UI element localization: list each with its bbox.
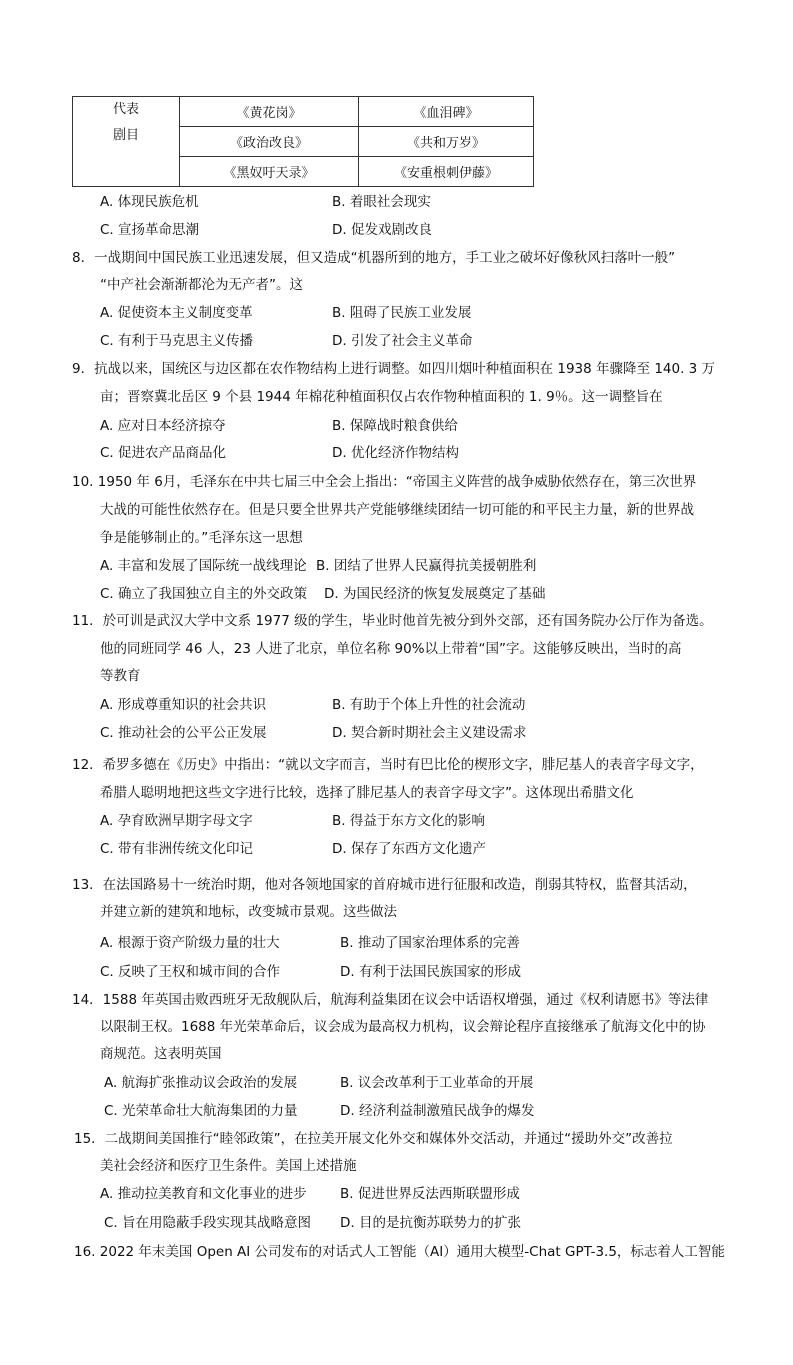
table-cell: 《血泪碑》 [359, 97, 534, 127]
q16-stem-line: 16. 2022 年末美国 Open AI 公司发布的对话式人工智能（AI）通用大模型-Chat GPT-3.5，标志着人工智能 [74, 1244, 725, 1260]
q10-option-c[interactable]: C. 确立了我国独立自主的外交政策 [100, 586, 308, 602]
q14-stem-line: 以限制王权。1688 年光荣革命后，议会成为最高权力机构，议会辩论程序直接继承了航海文化中的协 [100, 1019, 706, 1035]
table-cell: 《黄花岗》 [180, 97, 359, 127]
q15-option-a[interactable]: A. 推动拉美教育和文化事业的进步 [100, 1186, 307, 1202]
q10-option-b[interactable]: B. 团结了世界人民赢得抗美援朝胜利 [316, 558, 537, 574]
q12-option-d[interactable]: D. 保存了东西方文化遗产 [332, 841, 486, 857]
q14-option-d[interactable]: D. 经济利益制激殖民战争的爆发 [340, 1103, 535, 1119]
q7-option-b[interactable]: B. 着眼社会现实 [332, 194, 431, 210]
q12-option-c[interactable]: C. 带有非洲传统文化印记 [100, 841, 254, 857]
q7-option-a[interactable]: A. 体现民族危机 [100, 194, 199, 210]
q14-option-b[interactable]: B. 议会改革利于工业革命的开展 [340, 1075, 534, 1091]
q9-stem-line: 亩；晋察冀北岳区 9 个县 1944 年棉花种植面积仅占农作物种植面积的 1. 9％。这一调整旨在 [100, 389, 663, 405]
q12-stem-line: 12．希罗多德在《历史》中指出：“就以文字而言，当时有巴比伦的楔形文字，腓尼基人的表音字母文字， [72, 757, 704, 773]
q15-option-b[interactable]: B. 促进世界反法西斯联盟形成 [340, 1186, 520, 1202]
q11-option-d[interactable]: D. 契合新时期社会主义建设需求 [332, 725, 527, 741]
q8-option-a[interactable]: A. 促使资本主义制度变革 [100, 305, 253, 321]
q9-option-b[interactable]: B. 保障战时粮食供给 [332, 418, 458, 434]
q15-option-d[interactable]: D. 目的是抗衡苏联势力的扩张 [340, 1215, 521, 1231]
q10-option-a[interactable]: A. 丰富和发展了国际统一战线理论 [100, 558, 307, 574]
q8-option-d[interactable]: D. 引发了社会主义革命 [332, 333, 473, 349]
q15-option-c[interactable]: C. 旨在用隐蔽手段实现其战略意图 [104, 1215, 312, 1231]
q13-option-c[interactable]: C. 反映了王权和城市间的合作 [100, 964, 281, 980]
q13-option-a[interactable]: A. 根源于资产阶级力量的壮大 [100, 935, 280, 951]
q11-stem-line: 等教育 [100, 668, 141, 684]
q12-stem-line: 希腊人聪明地把这些文字进行比较，选择了腓尼基人的表音字母文字”。这体现出希腊文化 [100, 785, 634, 801]
q9-option-d[interactable]: D. 优化经济作物结构 [332, 445, 459, 461]
q10-option-d[interactable]: D. 为国民经济的恢复发展奠定了基础 [324, 586, 546, 602]
q8-option-c[interactable]: C. 有利于马克思主义传播 [100, 333, 254, 349]
q9-option-c[interactable]: C. 促进农产品商品化 [100, 445, 227, 461]
q15-stem-line: 美社会经济和医疗卫生条件。美国上述措施 [100, 1158, 357, 1174]
q9-option-a[interactable]: A. 应对日本经济掠夺 [100, 418, 226, 434]
table-header-cell [73, 97, 180, 187]
q10-stem-line: 10. 1950 年 6月，毛泽东在中共七届三中全会上指出：“帝国主义阵营的战争威胁依然存在，第三次世界 [72, 474, 697, 490]
q14-stem-line: 14．1588 年英国击败西班牙无敌舰队后，航海利益集团在议会中话语权增强，通过《权利请愿书》等法律 [72, 992, 709, 1008]
q13-stem-line: 13．在法国路易十一统治时期，他对各领地国家的首府城市进行征服和改造，削弱其特权，监督其活动， [72, 877, 697, 893]
q9-stem-line: 9．抗战以来，国统区与边区都在农作物结构上进行调整。如四川烟叶种植面积在 1938 年骤降至 140. 3 万 [72, 361, 716, 377]
q10-stem-line: 大战的可能性依然存在。但是只要全世界共产党能够继续团结一切可能的和平民主力量，新的世界战 [100, 502, 694, 518]
table-cell: 《安重根刺伊藤》 [359, 157, 534, 187]
q7-option-d[interactable]: D. 促发戏剧改良 [332, 222, 432, 238]
q8-stem-line: “中产社会渐渐都沦为无产者”。这 [100, 277, 303, 293]
q11-stem-line: 他的同班同学 46 人，23 人进了北京，单位名称 90%以上带着“国”字。这能够反映出，当时的高 [100, 641, 682, 657]
q13-option-d[interactable]: D. 有利于法国民族国家的形成 [340, 964, 521, 980]
q12-option-a[interactable]: A. 孕育欧洲早期字母文字 [100, 813, 253, 829]
table-cell: 《黑奴吁天录》 [180, 157, 359, 187]
drama-table [72, 96, 534, 187]
q15-stem-line: 15．二战期间美国推行“睦邻政策”，在拉美开展文化外交和媒体外交活动，并通过“援助外交”改善拉 [74, 1131, 673, 1147]
q8-option-b[interactable]: B. 阻碍了民族工业发展 [332, 305, 472, 321]
q8-stem-line: 8．一战期间中国民族工业迅速发展，但又造成“机器所到的地方，手工业之破坏好像秋风扫落叶一般” [72, 250, 676, 266]
table-cell: 《政治改良》 [180, 127, 359, 157]
q11-option-b[interactable]: B. 有助于个体上升性的社会流动 [332, 697, 526, 713]
q10-stem-line: 争是能够制止的。”毛泽东这一思想 [100, 530, 303, 546]
q11-option-a[interactable]: A. 形成尊重知识的社会共识 [100, 697, 267, 713]
q14-option-c[interactable]: C. 光荣革命壮大航海集团的力量 [104, 1103, 298, 1119]
table-header-line: 剧目 [112, 128, 139, 143]
table-cell: 《共和万岁》 [359, 127, 534, 157]
q11-stem-line: 11．於可训是武汉大学中文系 1977 级的学生，毕业时他首先被分到外交部，还有国务院办公厅作为备选。 [72, 613, 713, 629]
q12-option-b[interactable]: B. 得益于东方文化的影响 [332, 813, 485, 829]
q13-option-b[interactable]: B. 推动了国家治理体系的完善 [340, 935, 520, 951]
q13-stem-line: 并建立新的建筑和地标，改变城市景观。这些做法 [100, 904, 397, 920]
q14-stem-line: 商规范。这表明英国 [100, 1046, 222, 1062]
q7-option-c[interactable]: C. 宣扬革命思潮 [100, 222, 200, 238]
q11-option-c[interactable]: C. 推动社会的公平公正发展 [100, 725, 267, 741]
table-header-line: 代表 [112, 102, 139, 117]
q14-option-a[interactable]: A. 航海扩张推动议会政治的发展 [104, 1075, 298, 1091]
